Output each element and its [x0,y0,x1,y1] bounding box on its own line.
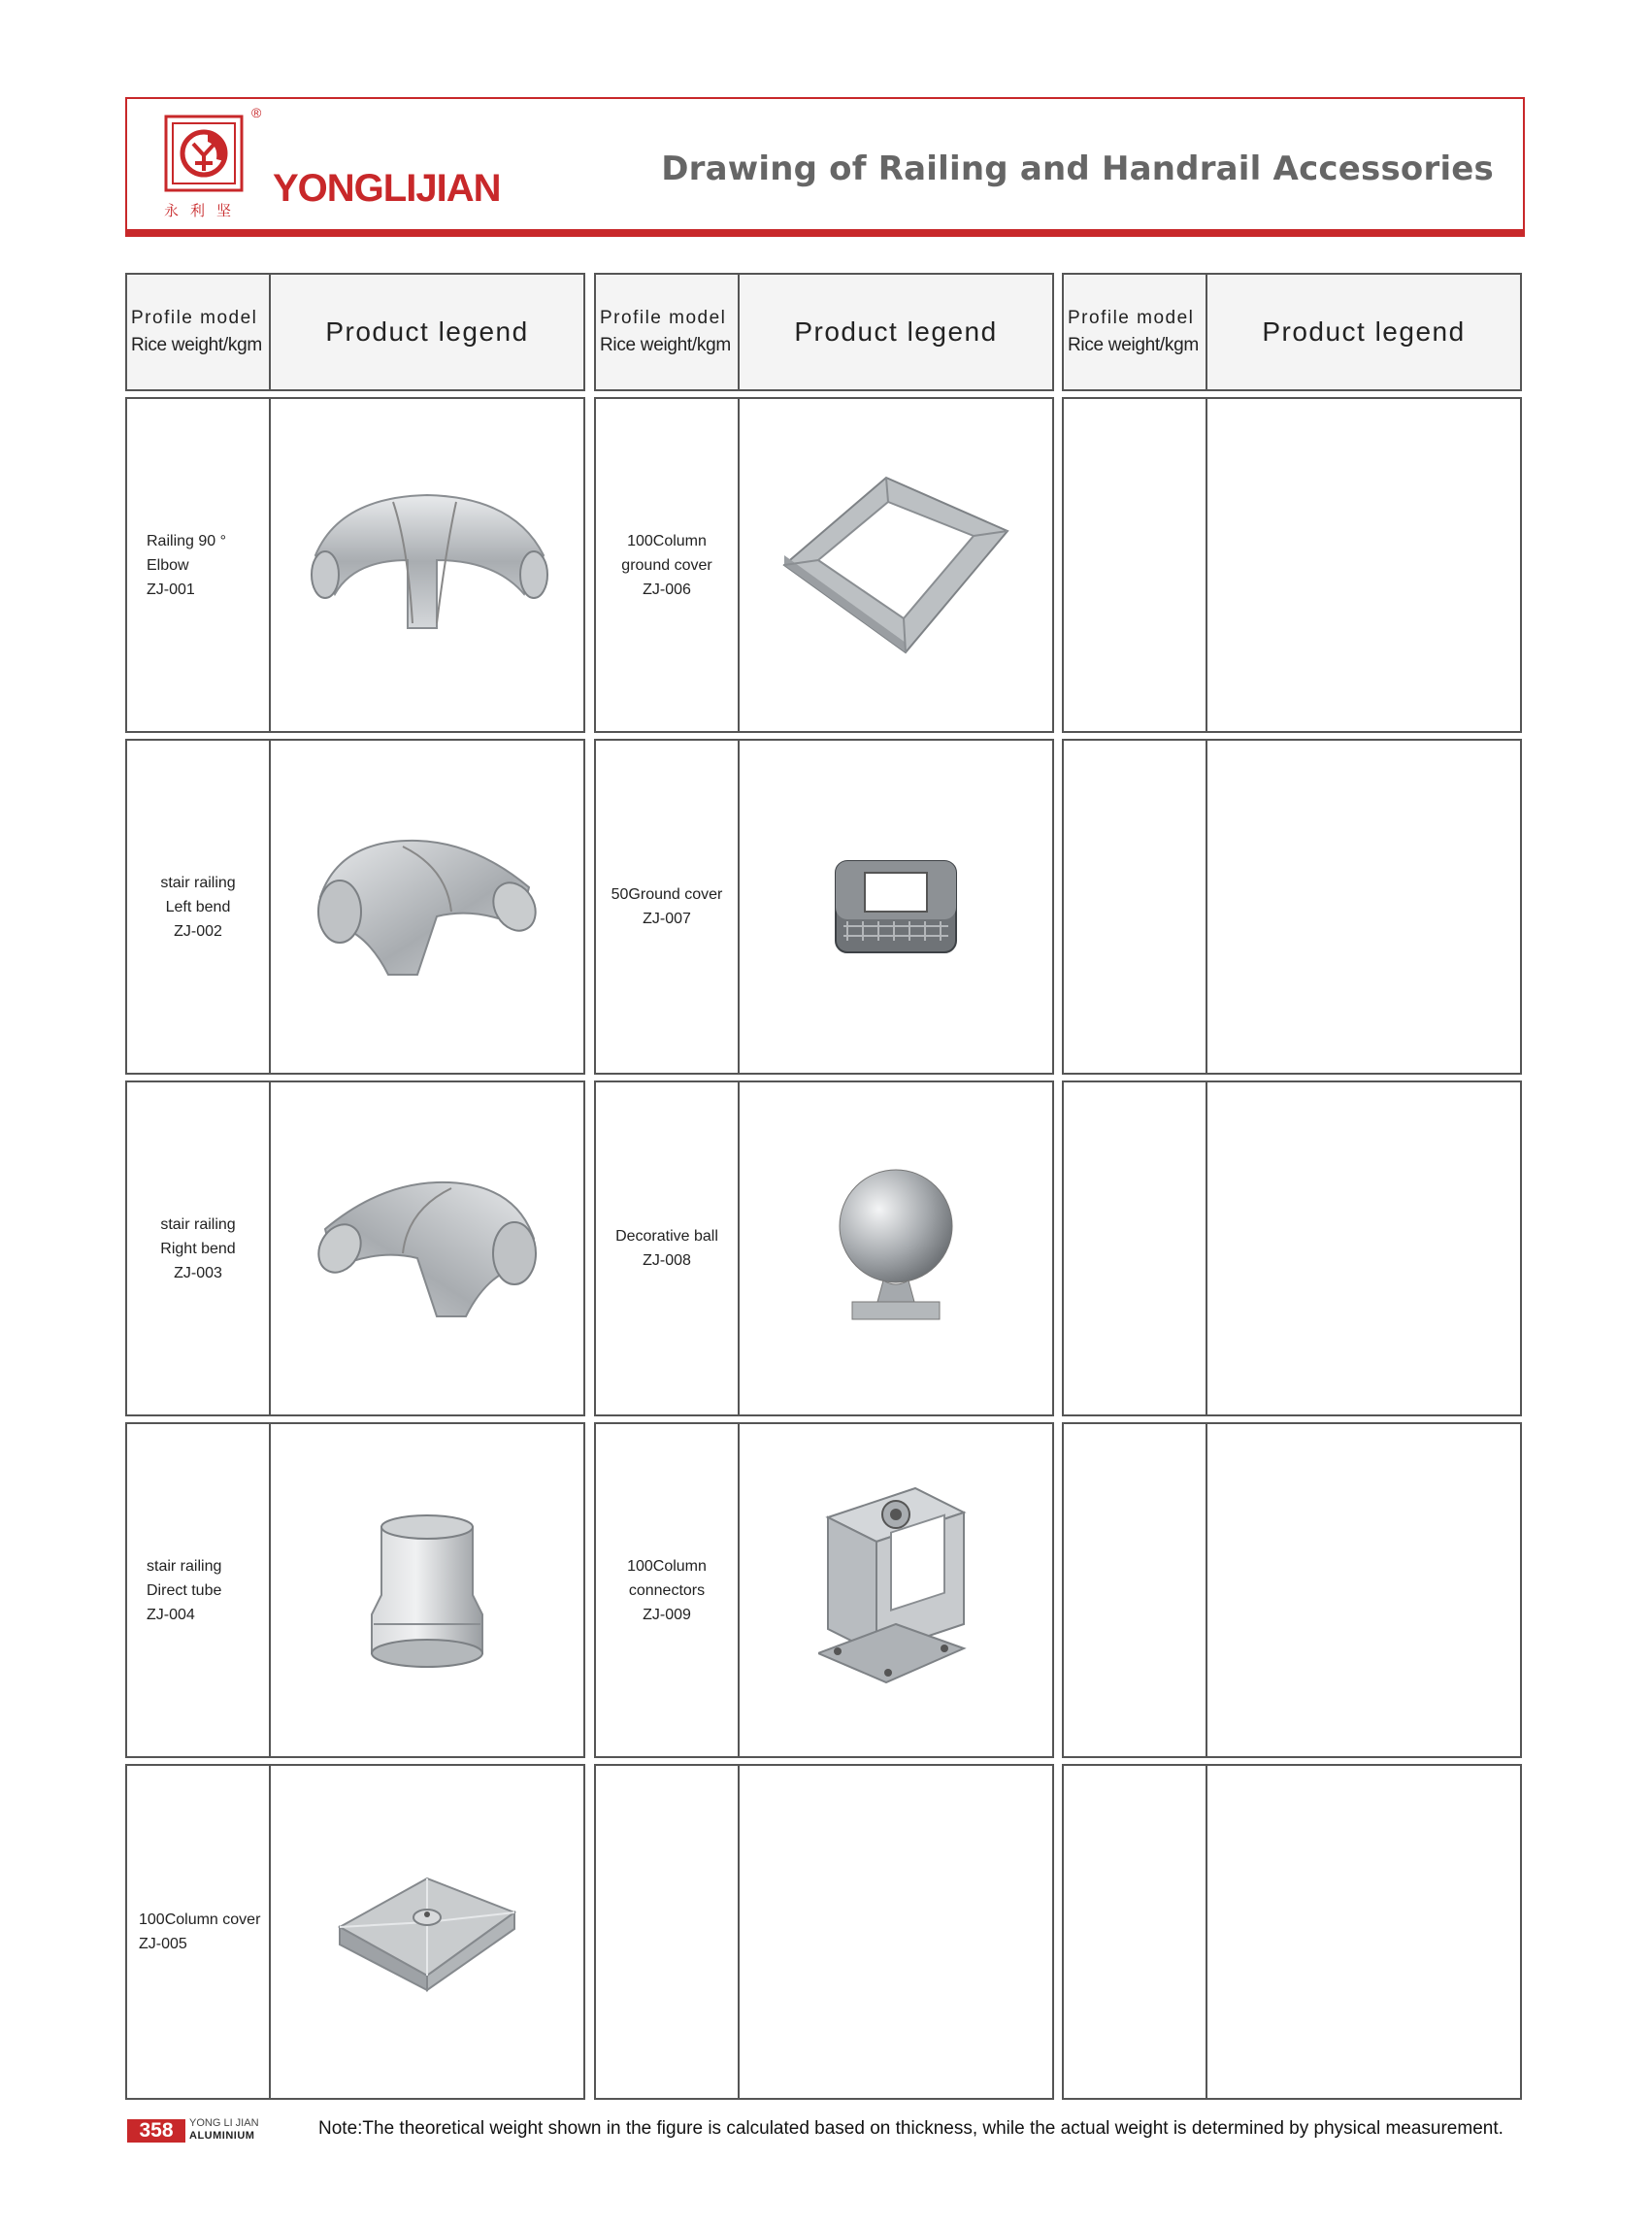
model-name: stair railing [160,1215,236,1233]
table-row [1062,1422,1522,1758]
model-name: 100Column cover [139,1911,261,1928]
brand-name: YONGLIJIAN [273,167,501,210]
model-name: stair railing [160,874,236,891]
model-cell [1064,1766,1207,2098]
footer-note: Note:The theoretical weight shown in the figure is calculated based on thickness, while the actual weight is determined by physical measurement. [318,2118,1503,2139]
model-type: ground cover [621,556,712,574]
product-image-cell [271,741,583,1073]
model-code: ZJ-001 [147,581,195,598]
product-image-cell [740,1082,1052,1414]
table-header [594,273,1054,391]
header-legend-label: Product legend [794,316,998,347]
model-cell [1064,1424,1207,1756]
model-code: ZJ-006 [643,581,691,598]
model-code: ZJ-005 [139,1936,187,1952]
model-name: Railing 90 ° [147,532,226,549]
product-image-cell [1207,1766,1520,2098]
footer-brand-line2: ALUMINIUM [189,2130,255,2142]
product-image-cell [271,1424,583,1756]
column-cover-icon [330,1869,524,1995]
registered-mark: ® [251,105,262,120]
table-header [125,273,585,391]
header-model-cell [1064,275,1207,389]
model-cell [1064,1082,1207,1414]
model-code: ZJ-004 [147,1606,195,1623]
model-cell [596,1424,740,1756]
footer-brand-line1: YONG LI JIAN [189,2117,259,2129]
model-cell [1064,399,1207,731]
header-model-label: Profile model [600,308,727,328]
model-code: ZJ-002 [174,922,222,940]
decorative-ball-icon [833,1166,959,1331]
header-divider [125,229,1525,237]
header-model-cell [127,275,271,389]
brand-chinese-name: 永利坚 [164,202,244,219]
small-ground-cover-icon [828,853,964,960]
header-model-label: Profile model [131,308,258,328]
model-name: 50Ground cover [611,886,723,903]
table-row [125,1422,585,1758]
header-legend-label: Product legend [1262,316,1466,347]
product-image-cell [1207,741,1520,1073]
product-image-cell [740,1424,1052,1756]
table-row [125,1080,585,1416]
header-model-label: Profile model [1068,308,1195,328]
table-row [594,739,1054,1075]
model-cell [127,399,271,731]
header-weight-label: Rice weight/kgm [600,335,731,355]
column-connector-icon [818,1479,974,1702]
product-image-cell [740,741,1052,1073]
table-row [1062,1080,1522,1416]
model-cell [127,741,271,1073]
product-image-cell [271,1766,583,2098]
header-weight-label: Rice weight/kgm [1068,335,1199,355]
model-name: 100Column [627,532,707,549]
right-bend-icon [311,1171,544,1326]
product-image-cell [271,1082,583,1414]
model-type: Left bend [165,898,231,915]
model-code: ZJ-007 [643,911,691,927]
table-row [1062,397,1522,733]
direct-tube-icon [364,1508,490,1673]
table-row [594,1422,1054,1758]
model-cell [596,1766,740,2098]
model-code: ZJ-003 [174,1264,222,1281]
product-table-3 [1062,273,1522,2100]
page-header [125,97,1525,233]
model-type: connectors [628,1581,706,1599]
page-number: 358 [127,2119,185,2143]
model-type: Elbow [147,556,189,574]
product-image-cell [1207,1424,1520,1756]
header-legend-label: Product legend [325,316,529,347]
left-bend-icon [311,829,544,984]
table-row [125,1764,585,2100]
model-code: ZJ-008 [643,1252,691,1269]
ground-cover-frame-icon [779,473,1012,657]
model-name: stair railing [147,1557,222,1575]
model-cell [1064,741,1207,1073]
product-image-cell [271,399,583,731]
model-name: 100Column [627,1557,707,1575]
table-row [594,397,1054,733]
model-cell [596,741,740,1073]
header-weight-label: Rice weight/kgm [131,335,262,355]
model-cell [127,1766,271,2098]
table-row [1062,1764,1522,2100]
elbow-90-icon [301,487,553,643]
product-image-cell [1207,399,1520,731]
table-row [125,397,585,733]
model-cell [127,1082,271,1414]
table-header [1062,273,1522,391]
page-title: Drawing of Railing and Handrail Accessories [661,150,1494,188]
table-row [125,739,585,1075]
product-image-cell [740,1766,1052,2098]
model-type: Right bend [160,1240,236,1257]
model-cell [596,399,740,731]
model-cell [127,1424,271,1756]
model-type: Direct tube [147,1581,222,1599]
brand-logo-icon [164,115,244,192]
table-row [594,1080,1054,1416]
product-table-2 [594,273,1054,2100]
product-image-cell [1207,1082,1520,1414]
model-code: ZJ-009 [643,1606,691,1623]
model-cell [596,1082,740,1414]
product-table-1 [125,273,585,2100]
model-name: Decorative ball [615,1228,718,1245]
table-row [1062,739,1522,1075]
product-image-cell [740,399,1052,731]
header-model-cell [596,275,740,389]
table-row [594,1764,1054,2100]
